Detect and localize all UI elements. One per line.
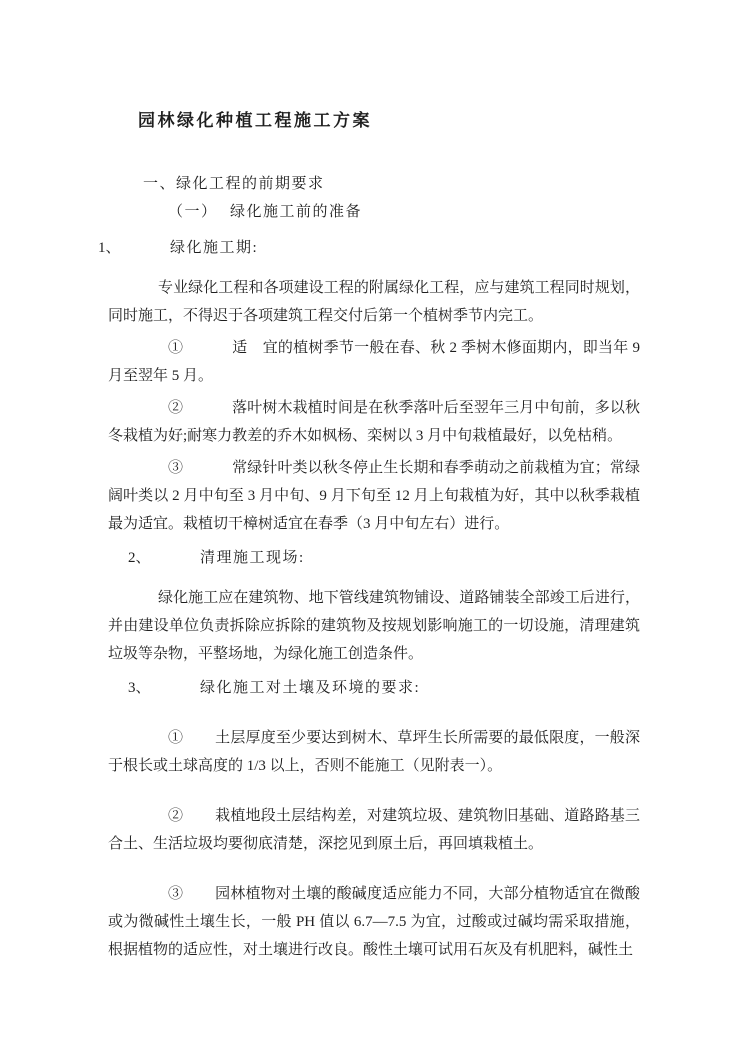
numbered-heading-1: [98, 234, 640, 262]
numbered-heading-1-label: 绿化施工期:: [170, 240, 259, 256]
section-heading: 一、绿化工程的前期要求: [143, 176, 325, 192]
sub-item-soil-2: [108, 802, 640, 858]
numbered-heading-3: [128, 674, 640, 702]
sub-item-season-2-marker: ②: [168, 400, 184, 416]
subsection-number: （一）: [168, 204, 218, 220]
sub-item-soil-1-text: 土层厚度至少要达到树木、草坪生长所需要的最低限度，一般深于根长或土球高度的 1/3 以上，否则不能施工（见附表一）。: [108, 730, 640, 774]
subsection-label: 绿化施工前的准备: [230, 204, 363, 220]
numbered-heading-2-number: 2、: [128, 550, 151, 566]
sub-item-season-2-text: 落叶树木栽植时间是在秋季落叶后至翌年三月中旬前，多以秋冬栽植为好;耐寒力教差的乔木如枫杨、栾树以 3 月中旬栽植最好，以免枯稍。: [108, 400, 640, 444]
sub-item-soil-3-marker: ③: [168, 886, 184, 902]
sub-item-soil-2-marker: ②: [168, 808, 184, 824]
numbered-heading-3-label: 绿化施工对土壤及环境的要求:: [200, 680, 421, 696]
subsection-heading: [168, 198, 640, 226]
sub-item-season-3-text: 常绿针叶类以秋冬停止生长期和春季萌动之前栽植为宜；常绿阔叶类以 2 月中旬至 3 月中旬、9 月下旬至 12 月上旬栽植为好，其中以秋季栽植最为适宜。栽植切干樟树适宜在春季（3 月中旬左右）进行。: [108, 460, 640, 532]
sub-item-season-2: [108, 394, 640, 450]
sub-item-season-3-marker: ③: [168, 460, 184, 476]
sub-item-season-1-text: 适 宜的植树季节一般在春、秋 2 季树木修面期内，即当年 9 月至翌年 5 月。: [108, 340, 640, 384]
sub-item-soil-3-text: 园林植物对土壤的酸碱度适应能力不同，大部分植物适宜在微酸或为微碱性土壤生长，一般 PH 值以 6.7—7.5 为宜，过酸或过碱均需采取措施，根据植物的适应性，对土壤进行改良。酸性土壤可试用石灰及有机肥料，碱性土: [108, 886, 640, 958]
document-title: 园林绿化种植工程施工方案: [138, 111, 372, 130]
paragraph-site-clearing: 绿化施工应在建筑物、地下管线建筑物铺设、道路铺装全部竣工后进行，并由建设单位负责拆除应拆除的建筑物及按规划影响施工的一切设施，清理建筑垃圾等杂物，平整场地，为绿化施工创造条件。: [108, 590, 640, 662]
numbered-heading-2-label: 清理施工现场:: [200, 550, 305, 566]
numbered-heading-3-number: 3、: [128, 680, 151, 696]
paragraph-planting-period: 专业绿化工程和各项建设工程的附属绿化工程，应与建筑工程同时规划，同时施工，不得迟于各项建筑工程交付后第一个植树季节内完工。: [108, 280, 640, 324]
sub-item-soil-1: [108, 724, 640, 780]
sub-item-soil-3: [108, 880, 640, 964]
sub-item-season-3: [108, 454, 640, 538]
sub-item-season-1: [108, 334, 640, 390]
numbered-heading-2: [128, 544, 640, 572]
sub-item-soil-2-text: 栽植地段土层结构差，对建筑垃圾、建筑物旧基础、道路路基三合土、生活垃圾均要彻底清楚，深挖见到原土后，再回填栽植土。: [108, 808, 640, 852]
sub-item-soil-1-marker: ①: [168, 730, 184, 746]
numbered-heading-1-number: 1、: [98, 240, 121, 256]
sub-item-season-1-marker: ①: [168, 340, 184, 356]
